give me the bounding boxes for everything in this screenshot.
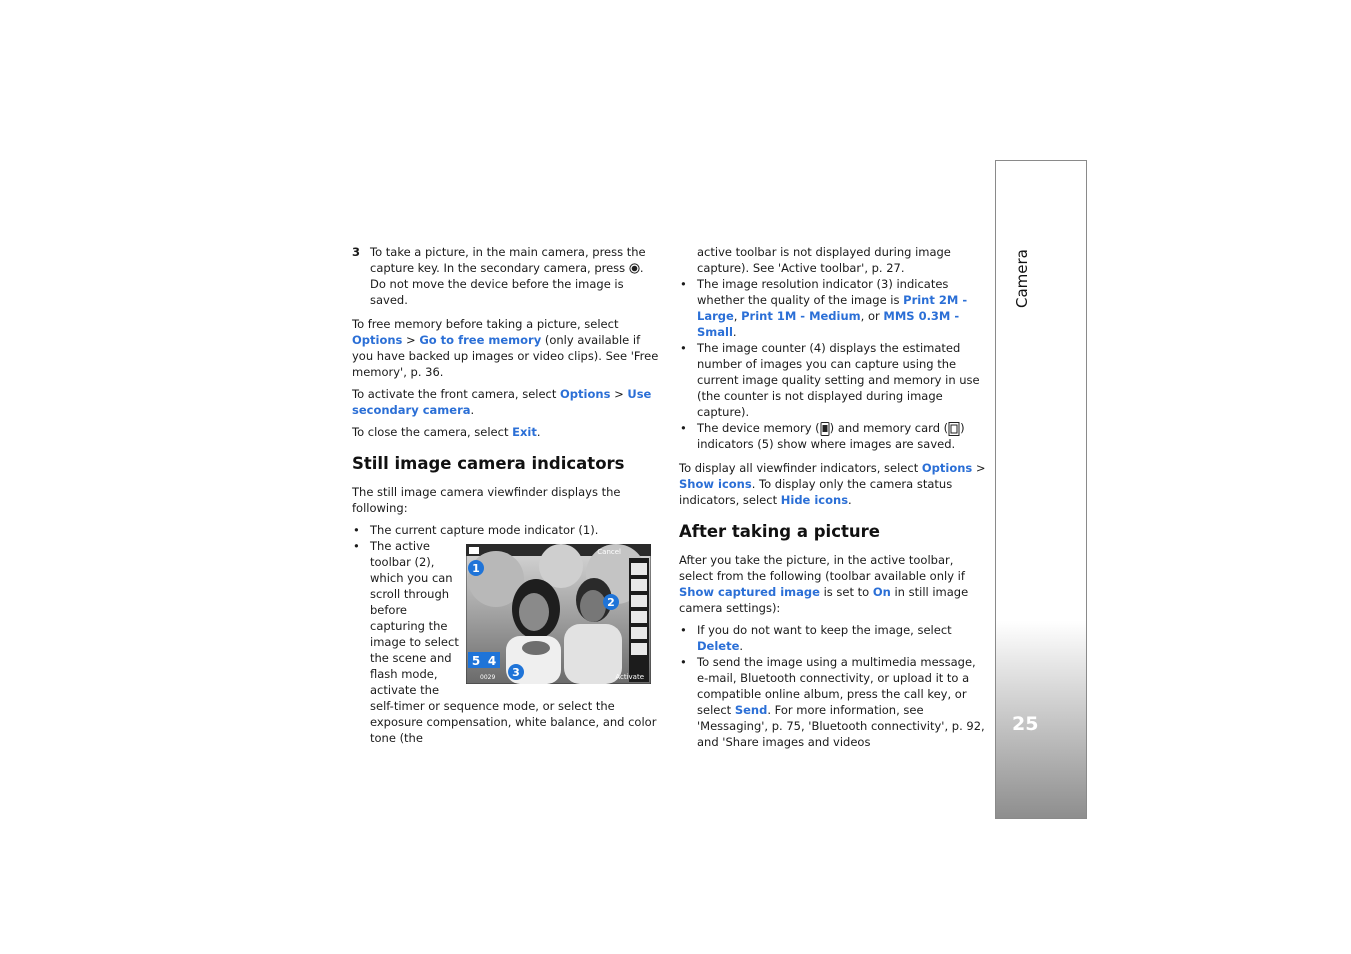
viewfinder-screenshot [466,544,651,684]
list-item: • The image resolution indicator (3) indicates whether the quality of the image is Print 2M - Large, Print 1M - Medium, or MMS 0.3M - Small. [679,276,987,340]
indicators-list [352,522,660,746]
left-column [352,244,660,752]
memory-card-icon [948,422,960,436]
section-tab-label: Camera [1013,249,1031,308]
print-2m-large-option[interactable]: Print 2M - Large [697,293,968,323]
front-camera-paragraph: To activate the front camera, select Options > Use secondary camera. [352,387,652,417]
callout-3 [508,664,524,680]
use-secondary-camera-link[interactable]: Use secondary camera [352,387,652,417]
svg-text:2: 2 [607,596,615,609]
options-menu-link[interactable]: Options [352,333,403,347]
delete-link[interactable]: Delete [697,639,740,653]
svg-text:3: 3 [512,666,520,679]
step-number: 3 [352,245,361,259]
after-list [679,622,987,750]
section-heading-indicators: Still image camera indicators [352,454,625,473]
device-memory-icon [820,422,830,436]
cancel-softkey: • Cancel [597,548,621,556]
free-memory-paragraph: To free memory before taking a picture, select Options > Go to free memory (only available if you have backed up images or video clips). See 'Free memory', p. 36. [352,317,659,379]
indicators-intro: The still image camera viewfinder displays the following: [352,485,621,515]
toolbar-continuation: active toolbar is not displayed during image capture). See 'Active toolbar', p. 27. [697,245,951,275]
go-to-free-memory-link[interactable]: Go to free memory [419,333,542,347]
on-value[interactable]: On [872,585,891,599]
section-tab [995,160,1087,819]
display-indicators-paragraph: To display all viewfinder indicators, select Options > Show icons. To display only the camera status indicators, select Hide icons. [679,461,986,507]
show-captured-image-setting[interactable]: Show captured image [679,585,820,599]
close-camera-paragraph: To close the camera, select Exit. [352,425,541,439]
list-item: • Cancel Activate 0029 1 2 3 4 5 The active toolbar (2), which you can scroll through before capturing the image to select the scene and flash mode, activate the self-timer or sequence mode, or select the exposure compensation, white balance, and color tone (the [352,538,660,746]
svg-text:1: 1 [472,562,480,575]
list-item: • The current capture mode indicator (1). [352,522,660,538]
exit-link[interactable]: Exit [512,425,537,439]
list-item: • If you do not want to keep the image, select Delete. [679,622,987,654]
callout-4 [484,652,500,668]
callout-1 [468,560,484,576]
callout-5 [468,652,484,668]
mms-small-option[interactable]: MMS 0.3M - Small [697,309,960,339]
activate-softkey: Activate [615,673,644,681]
section-heading-after: After taking a picture [679,522,880,541]
list-item: • The device memory ( ) and memory card ( ) indicators (5) show where images are saved. [679,420,987,452]
list-item: • The image counter (4) displays the estimated number of images you can capture using the current image quality setting and memory in use (the counter is not displayed during image capture). [679,340,987,420]
list-item: • To send the image using a multimedia message, e-mail, Bluetooth connectivity, or upload it to a compatible online album, press the call key, or select Send. For more information, see 'Messaging', p. 75, 'Bluetooth connectivity', p. 92, and 'Share images and videos [679,654,987,750]
show-icons-link[interactable]: Show icons [679,477,752,491]
svg-text:4: 4 [487,654,497,668]
step-3: 3 To take a picture, in the main camera, press the capture key. In the secondary camera, press . Do not move the device before the image is saved. [352,245,646,307]
options-menu-link[interactable]: Options [560,387,611,401]
print-1m-medium-option[interactable]: Print 1M - Medium [741,309,861,323]
callout-2 [603,594,619,610]
indicators-list-continued [679,276,987,452]
send-link[interactable]: Send [734,703,768,717]
page-number: 25 [1012,713,1039,735]
hide-icons-link[interactable]: Hide icons [780,493,849,507]
options-menu-link[interactable]: Options [921,461,973,475]
image-counter: 0029 [480,674,496,681]
capture-key-icon [629,263,640,274]
svg-text:5: 5 [471,654,481,668]
right-column [679,244,987,756]
after-intro: After you take the picture, in the active toolbar, select from the following (toolbar available only if Show captured image is set to On in still image camera settings): [679,553,969,615]
